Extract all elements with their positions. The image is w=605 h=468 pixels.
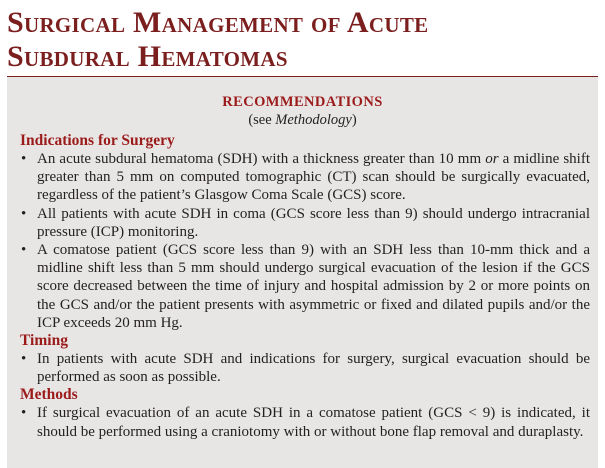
bullet-icon: • xyxy=(21,242,27,259)
methods-list xyxy=(7,404,598,440)
list-item: • All patients with acute SDH in coma (GCS score less than 9) should undergo intracranial pressure (ICP) monitoring. xyxy=(21,205,590,240)
section-heading-indications: Indications for Surgery xyxy=(20,132,175,149)
see-prefix: (see xyxy=(248,112,276,128)
list-item: • In patients with acute SDH and indications for surgery, surgical evacuation should be performed as soon as possible. xyxy=(21,351,590,386)
bullet-icon: • xyxy=(21,151,27,167)
section-heading-timing: Timing xyxy=(20,332,68,350)
bullet-icon: • xyxy=(21,205,27,222)
timing-list xyxy=(7,350,598,386)
document-title xyxy=(7,6,597,74)
recommendations-heading: RECOMMENDATIONS xyxy=(222,94,383,110)
section-heading-methods: Methods xyxy=(20,386,78,404)
document-title-line-1: Surgical Management of Acute xyxy=(7,6,429,39)
methodology-reference: Methodology xyxy=(275,112,352,128)
document-title-line-2: Subdural Hematomas xyxy=(7,40,288,73)
bullet-icon: • xyxy=(21,405,27,422)
bullet-icon: • xyxy=(21,351,27,368)
see-suffix: ) xyxy=(351,112,357,128)
list-item: • A comatose patient (GCS score less than 9) with an SDH less than 10-mm thick and a midline shift less than 5 mm should undergo surgical evacuation of the lesion if the GCS score decreased between the time of injury and hospital admission by 2 or more points on the GCS and/or the patient presents with asymmetric or fixed and dilated pupils and/or the ICP exceeds 20 mm Hg. xyxy=(21,242,590,331)
recommendations-content xyxy=(7,132,598,441)
list-item: • An acute subdural hematoma (SDH) with a thickness greater than 10 mm or a midline shift greater than 5 mm on computed tomographic (CT) scan should be surgically evacuated, regardless of the patient’s Glasgow Coma Scale (GCS) score. xyxy=(21,151,591,204)
recommendations-box xyxy=(7,77,598,468)
indications-list xyxy=(7,150,598,332)
recommendations-subheading xyxy=(7,112,598,129)
list-item: • If surgical evacuation of an acute SDH in a comatose patient (GCS < 9) is indicated, it should be performed using a craniotomy with or without bone flap removal and duraplasty. xyxy=(21,405,590,440)
